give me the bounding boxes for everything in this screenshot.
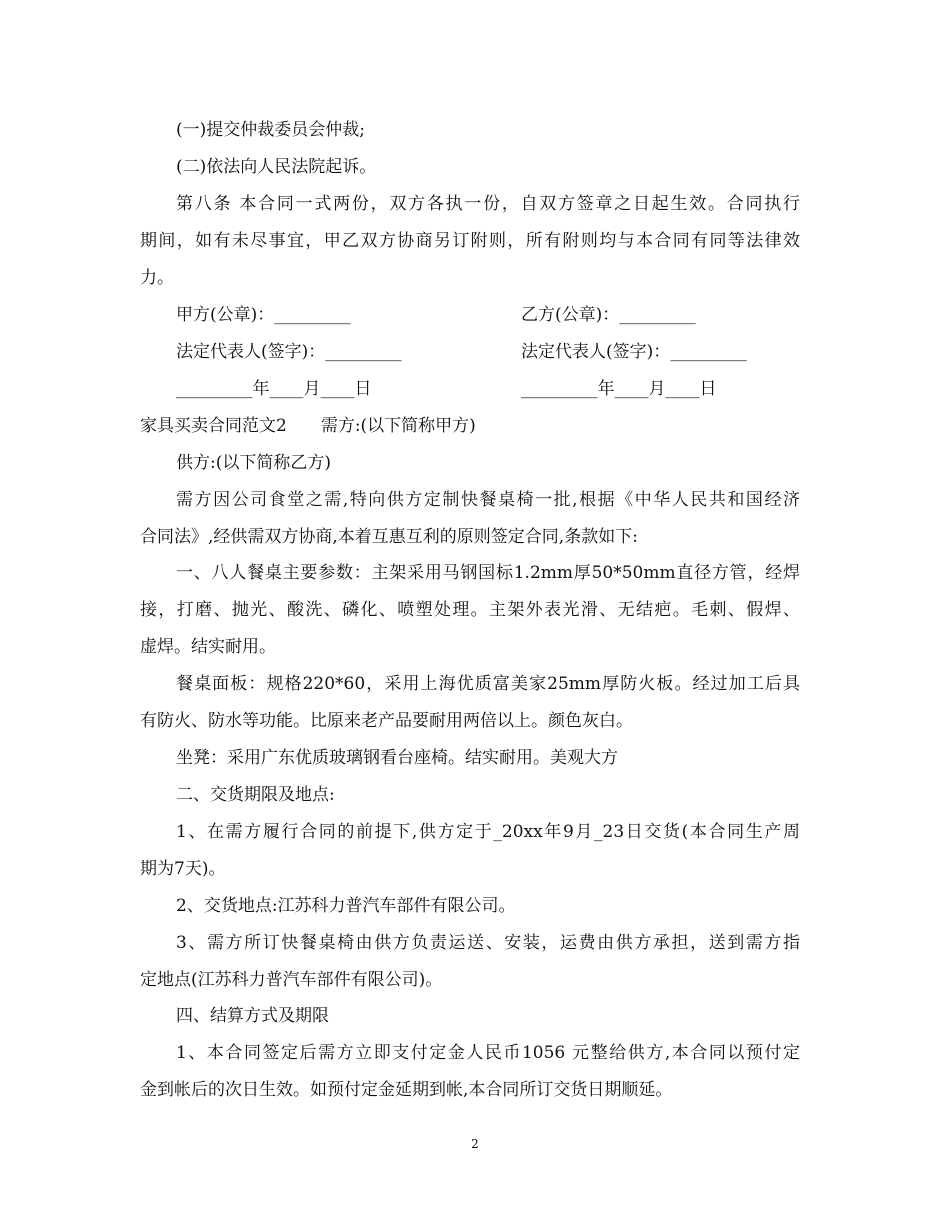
text-line: 二、交货期限及地点: xyxy=(176,785,335,805)
text-line: (一)提交仲裁委员会仲裁; xyxy=(176,120,365,140)
text-line: 期间，如有未尽事宜，甲乙双方协商另订附则，所有附则均与本合同有同等法律效 xyxy=(140,231,800,251)
text-line: 金到帐后的次日生效。如预付定金延期到帐,本合同所订交货日期顺延。 xyxy=(140,1080,673,1100)
text-line: 供方:(以下简称乙方) xyxy=(176,453,331,473)
section-heading: 家具买卖合同范文2 需方:(以下简称甲方) xyxy=(140,416,476,436)
text-line: (二)依法向人民法院起诉。 xyxy=(176,157,377,177)
text-line: 合同法》,经供需双方协商,本着互惠互利的原则签定合同,条款如下: xyxy=(140,527,638,547)
text-line: 期为7天)。 xyxy=(140,859,226,879)
text-line: 餐桌面板：规格220*60，采用上海优质富美家25mm厚防火板。经过加工后具 xyxy=(176,674,800,694)
text-line: 1、在需方履行合同的前提下,供方定于_20xx年9月_23日交货(本合同生产周 xyxy=(176,822,800,842)
text-line: 2、交货地点:江苏科力普汽车部件有限公司。 xyxy=(176,896,516,916)
text-line: 四、结算方式及期限 xyxy=(176,1006,329,1026)
party-a-date-line: _________年____月____日 xyxy=(176,379,372,399)
text-line: 接，打磨、抛光、酸洗、磷化、喷塑处理。主架外表光滑、无结疤。毛刺、假焊、 xyxy=(140,600,800,620)
party-b-representative-line: 法定代表人(签字)：_________ xyxy=(521,342,747,362)
text-line: 第八条 本合同一式两份，双方各执一份，自双方签章之日起生效。合同执行 xyxy=(176,194,800,214)
party-b-seal-line: 乙方(公章)：_________ xyxy=(521,305,696,325)
text-line: 3、需方所订快餐桌椅由供方负责运送、安装，运费由供方承担，送到需方指 xyxy=(176,933,800,953)
text-line: 力。 xyxy=(140,268,174,288)
page-number: 2 xyxy=(471,1137,479,1151)
text-line: 有防火、防水等功能。比原来老产品要耐用两倍以上。颜色灰白。 xyxy=(140,711,633,731)
party-a-seal-line: 甲方(公章)：_________ xyxy=(176,305,351,325)
party-b-date-line: _________年____月____日 xyxy=(521,379,717,399)
text-line: 一、八人餐桌主要参数：主架采用马钢国标1.2mm厚50*50mm直径方管，经焊 xyxy=(176,563,800,583)
text-line: 虚焊。结实耐用。 xyxy=(140,637,276,657)
party-a-representative-line: 法定代表人(签字)：_________ xyxy=(176,342,402,362)
text-line: 定地点(江苏科力普汽车部件有限公司)。 xyxy=(140,970,443,990)
text-line: 需方因公司食堂之需,特向供方定制快餐桌椅一批,根据《中华人民共和国经济 xyxy=(176,490,800,510)
text-line: 1、本合同签定后需方立即支付定金人民币1056 元整给供方,本合同以预付定 xyxy=(176,1043,800,1063)
text-line: 坐凳：采用广东优质玻璃钢看台座椅。结实耐用。美观大方 xyxy=(176,748,618,768)
